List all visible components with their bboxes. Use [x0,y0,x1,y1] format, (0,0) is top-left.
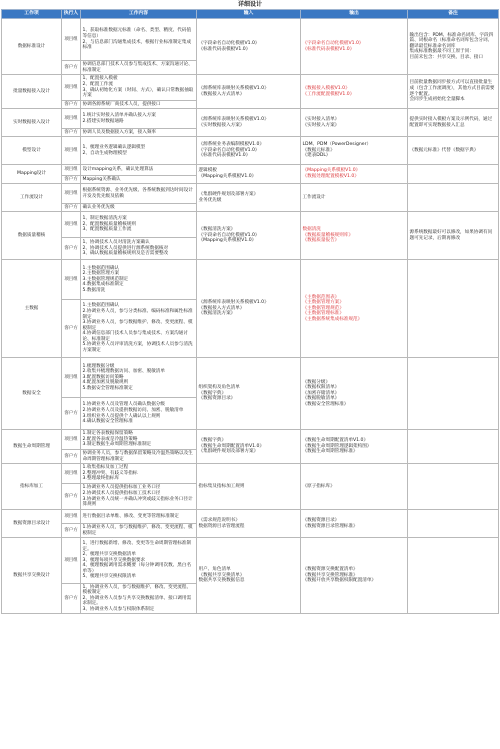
cell-executor: 客户方 [62,584,81,614]
cell-input: 《源系统业务表编制模板V1.0》 《字段命名自动化模板V1.0》 《标准代码表模板V1.0》 [197,137,301,165]
cell-work-item: 数据质量稽核 [2,212,62,260]
cell-content: 1.收集指标及加工过程 2.整理冲突、有歧义等指标 3.整理最终指标库 [81,464,197,484]
cell-content: 1.统计实时接入清单并确认接入方案 2.搭建实时数据通路 [81,109,197,129]
cell-content: 1.主数据范围确认 2.主数据管理方案 3.主数据管理规范制定 4.数据集成标准制定 5.数据清洗 [81,260,197,300]
cell-remark [408,184,499,212]
cell-input: 逻辑模板 《Mapping关系模板V1.0》 [197,165,301,184]
cell-remark [408,510,499,538]
cell-work-item: 工作流设计 [2,184,62,212]
header-row [2,10,499,19]
cell-executor: 客户方 [62,61,81,75]
table-row [2,430,499,450]
table-row [2,165,499,176]
cell-executor: 项目组 [62,137,81,165]
cell-content: 1、配置接入模板 2、配置工作流 3、确认初始化方案（时间、方式），确认日常数据抽取方案 [81,75,197,101]
table-row [2,538,499,584]
cell-input: 《字段命名自动化模板V1.0》 《标准代码表模板V1.0》 [197,19,301,75]
cell-executor: 客户方 [62,484,81,510]
cell-output: 《数据分级》 《数据权限清单》 《加密存储清单》 《数据脱敏清单》 《数据安全管理标准》 [301,358,408,430]
table-row [2,212,499,238]
header-executor: 执行人 [62,10,81,19]
cell-input: 组织架构及角色清单 《数据字典》 《数据资源目录》 [197,358,301,430]
cell-executor: 项目组 [62,75,81,101]
cell-content: 1、协调技术人员对清洗方案确认 2、协调技术人员提供进行源系统数据核对 3、确认数据质量稽核规则及是否需要整改 [81,238,197,260]
table-row [2,75,499,101]
cell-content: Mapping关系确认 [81,176,197,184]
cell-work-item: 模型设计 [2,137,62,165]
cell-content: 协调信息部门技术人员参与集成技术、方案沟通讨论、标准制定 [81,61,197,75]
cell-output: 《主数据范围表》 《主数据管理方案》 《主数据管理规范》 《主数据管理标准》 《主数据系统集成标准规范》 [301,260,408,358]
cell-remark [408,430,499,464]
cell-executor: 项目组 [62,184,81,204]
cell-output: 《数据资源交换配置清单》 《数据共享交换管理标准》 《数据开放共享数据权限配置清单》 [301,538,408,614]
cell-remark: 输出包含：PDM、标准命名词库、字段四篇、词根命名（标准命名词库包含分词、翻译最佳标准命名词库 集成标准数据最不同工原于同： 目前未包含：共享交换、目录、接口 [408,19,499,75]
cell-work-item: 指标库加工 [2,464,62,510]
cell-remark [408,260,499,358]
cell-work-item: 数据生命周期管理 [2,430,62,464]
header-remark: 备注 [408,10,499,19]
cell-executor: 项目组 [62,510,81,524]
cell-content: 1、制定数据清洗方案 2、配置数据质量稽核规则 3、配置数据质量工作流 [81,212,197,238]
cell-input: 《数据清洗方案》 《字段命名自动化模板V1.0》 《Mapping关系模板V1.0》 [197,212,301,260]
cell-input: 《数据字典》 《数据生命周期配置清单V1.0》 《集群硬件规划及部署方案》 [197,430,301,464]
cell-output: 《原子指标库》 [301,464,408,510]
cell-content: 进行数据目录单维、修改、变更等管理标准制定 [81,510,197,524]
cell-content: 1、梳理业务逻辑确认逻辑模型 2、自动生成物理模型 [81,137,197,165]
cell-content: 1、进行数据新增、修改、变更等生命周期管理标准制定。 2、梳理共享交换数据清单 3、梳理每项共享交换数据要求 4、梳理数据调用需求概要（每分钟调用次数、黑白名单等） 5、梳理共享交换权限清单 [81,538,197,584]
table-row [2,464,499,484]
cell-input: 用户、角色清单 《数据共享交换清单》 数据共享交换数据信息 [197,538,301,614]
cell-work-item: 实时数据接入设计 [2,109,62,137]
cell-executor: 客户方 [62,129,81,137]
table-row [2,184,499,204]
cell-executor: 客户方 [62,204,81,212]
cell-work-item: 数据资源目录设计 [2,510,62,538]
cell-remark [408,358,499,430]
cell-content: 1.制定各表数据保留策略 2.配置各表或是冷温热策略 3.制定数据生命周期管理标准制定 [81,430,197,450]
cell-content: 1.协调业务人员提供指标加工业务口径 2.协调技术人员提供指标加工技术口径 3.协调业务人员统一并确认冲突或歧义指标业务口径计算规则 [81,484,197,510]
cell-remark [408,165,499,184]
cell-content: 根据系统资源、业务优先级、各系统数据到达时间设计开发及优先级及依赖 [81,184,197,204]
cell-input: 《源系统库表映射关系模板V1.0》 《数据接入方式清单》 《数据清洗方案》 [197,260,301,358]
cell-input: 指标集及指标加工规则 [197,464,301,510]
table-row [2,19,499,61]
cell-content: 1、协调业务人员，参与数据维护、修改、变更流程、模板制定 2、协调业务人员参与共享交换数据清单、接口调用需求制定。 3、协调业务人员参与权限体系制定 [81,584,197,614]
cell-executor: 客户方 [62,176,81,184]
header-work-item: 工作项 [2,10,62,19]
cell-executor: 客户方 [62,238,81,260]
cell-content: 1.协调业务人员，参与数据维护、修改、变更流程、模板制定 [81,524,197,538]
cell-output: LDM、PDM（PowerDesigner） 《数据元标准》 《建表DDL》 [301,137,408,165]
cell-executor: 客户方 [62,524,81,538]
cell-input: 《源系统库表映射关系模板V1.0》 《实时数据接入方案》 [197,109,301,137]
cell-work-item: 批量数据接入设计 [2,75,62,109]
cell-output: 《数据生命周期配置清单V1.0》 《数据生命周期管理逻辑架构图》 《数据生命周期管理标准》 [301,430,408,464]
table-row [2,260,499,300]
cell-executor: 项目组 [62,538,81,584]
cell-executor: 客户方 [62,450,81,464]
cell-content: 确认业务优先级 [81,204,197,212]
cell-output: 《字段命名自动化模板V1.0》 《标准代码表模板V1.0》 [301,19,408,75]
header-output: 输出 [301,10,408,19]
cell-content: 协调业务人员，参与数据保留策略及冷温热策略以及生命周期管理标准制定 [81,450,197,464]
cell-executor: 项目组 [62,358,81,398]
cell-content: 1.梳理数据分级 2.收集并梳理数据访问、加密、脱敏清单 3.配置数据访问策略 4.配置加密及脱敏规则 5.数据安全管理标准制定 [81,358,197,398]
cell-input: 《集群硬件规划及部署方案》 业务优先级 [197,184,301,212]
cell-remark [408,538,499,614]
table-row [2,137,499,165]
header-input: 输入 [197,10,301,19]
cell-input: 《需求规范说明书》 数据资源目录管理流程 [197,510,301,538]
design-table [1,9,499,614]
cell-executor: 项目组 [62,260,81,300]
cell-work-item: 主数据 [2,260,62,358]
cell-work-item: Mapping设计 [2,165,62,184]
cell-remark: 目前批量数据同步接方式可以直接批量生成（包含工作流调度），其他方式目前需要逐个配置。 会同步生成初始化全量脚本 [408,75,499,109]
cell-content: 协调人员及数据接入方案，接入频率 [81,129,197,137]
cell-output: 数据清洗 《数据质量稽核规则库》 《数据质量报告》 [301,212,408,260]
cell-remark: 提供实时接入模板方案及示例代码，通过配置即可实现数据接入汇总 [408,109,499,137]
cell-output: 《Mapping关系模板V1.0》 《数据处理配置模板V1.0》 [301,165,408,184]
cell-executor: 项目组 [62,19,81,61]
cell-work-item: 数据标准设计 [2,19,62,75]
cell-output: 《数据接入模板V1.0》 《工作流配置模板V1.0》 [301,75,408,109]
table-row [2,510,499,524]
cell-executor: 项目组 [62,212,81,238]
cell-remark [408,464,499,510]
cell-output: 《实时接入清单》 《实时接入方案》 [301,109,408,137]
cell-executor: 项目组 [62,165,81,176]
cell-content: 1、获取标准数据元标准（命名、类型、精度、代码值等信息） 2、与信息部门沟通集成技术，根据行业标准制定集成标准 [81,19,197,61]
cell-executor: 客户方 [62,398,81,430]
cell-executor: 客户方 [62,101,81,109]
cell-executor: 项目组 [62,109,81,129]
page-title: 详细设计 [237,1,262,8]
cell-content: 设计mapping关系，确认处理算法 [81,165,197,176]
cell-executor: 项目组 [62,430,81,450]
table-row [2,109,499,129]
cell-remark: 《数据元标准》代替《数据字典》 [408,137,499,165]
cell-output: 《数据资源目录》 《数据资源目录管理标准》 [301,510,408,538]
header-content: 工作内容 [81,10,197,19]
cell-content: 1.主数据范围确认 2.协调业务人员，参与分类标准、编码标准和属性标准制定 3.协调业务人员，参与数据维护、修改、变更流程、模板制定 4.协调信息部门技术人员参与集成技术、方案沟通讨论、标准制定 5.协调业务人员评审清洗方案，协调技术人员参与清洗方案制定 [81,300,197,358]
cell-executor: 项目组 [62,464,81,484]
cell-input: 《源系统库表映射关系模板V1.0》 《数据接入方式清单》 [197,75,301,109]
cell-output: 工作流设计 [301,184,408,212]
cell-executor: 客户方 [62,300,81,358]
cell-content: 协调各源系统厂商技术人员，提供接口 [81,101,197,109]
cell-work-item: 数据共享交换设计 [2,538,62,614]
table-row [2,358,499,398]
cell-remark: 源系统数据最好可以修改，如果协调有问题可先记录，后期再修改 [408,212,499,260]
cell-work-item: 数据安全 [2,358,62,430]
cell-content: 1.协调业务人员及管理人员确认数据分级 2.协调业务人员及提供数据访问、加密、脱敏清单 3.组织业务人员提供个人确认以上规则 4.确认数据安全管理标准 [81,398,197,430]
